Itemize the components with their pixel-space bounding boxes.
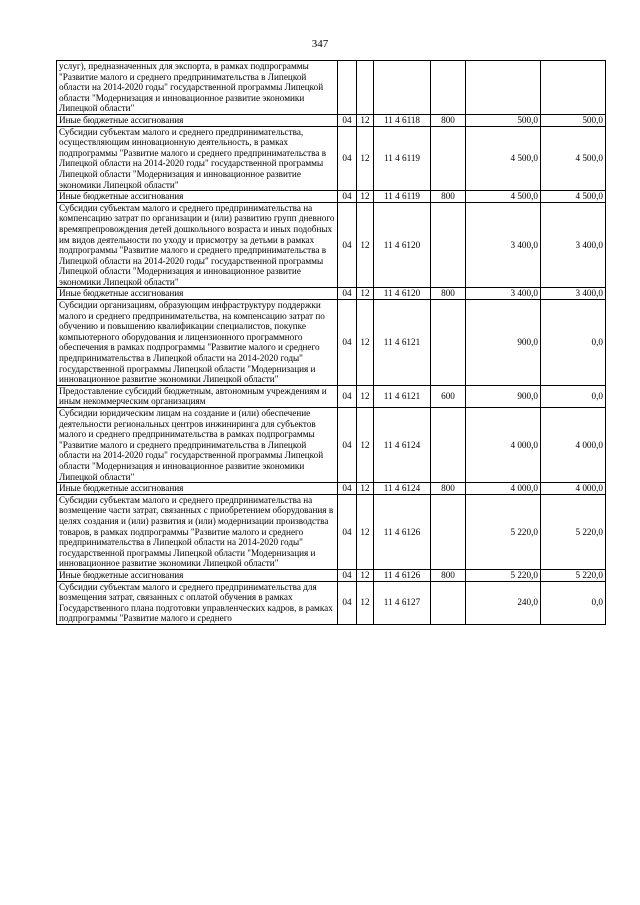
table-row	[57, 300, 606, 386]
subsection-code-cell: 12	[357, 569, 374, 581]
table-row	[57, 202, 606, 288]
table-row	[57, 288, 606, 300]
amount-year2-cell: 3 400,0	[541, 202, 606, 288]
amount-year1-cell: 900,0	[466, 385, 541, 407]
target-article-cell: 11 4 6121	[374, 385, 431, 407]
section-code-cell: 04	[338, 126, 357, 191]
amount-year2-cell	[541, 61, 606, 115]
table-row	[57, 114, 606, 126]
amount-year2-cell: 500,0	[541, 114, 606, 126]
section-code-cell: 04	[338, 300, 357, 386]
target-article-cell: 11 4 6124	[374, 408, 431, 483]
amount-year2-cell: 4 500,0	[541, 126, 606, 191]
expense-type-cell: 800	[431, 288, 466, 300]
table-row	[57, 581, 606, 624]
item-name-cell: Иные бюджетные ассигнования	[57, 191, 338, 203]
expense-type-cell: 800	[431, 569, 466, 581]
item-name-cell: Субсидии субъектам малого и среднего предпринимательства на возмещение части затрат, связанных с приобретением оборудования в целях создания и (или) развития и (или) модернизации производства товаров, в рамках подпрограммы "Развитие малого и среднего предпринимательства в Липецкой области на 2014-2020 годы" государственной программы Липецкой области "Модернизация и инновационное развитие экономики Липецкой области"	[57, 494, 338, 569]
section-code-cell: 04	[338, 408, 357, 483]
target-article-cell: 11 4 6119	[374, 191, 431, 203]
section-code-cell: 04	[338, 114, 357, 126]
expense-type-cell	[431, 202, 466, 288]
section-code-cell	[338, 61, 357, 115]
item-name-cell: Предоставление субсидий бюджетным, автономным учреждениям и иным некоммерческим организациям	[57, 385, 338, 407]
amount-year2-cell: 4 000,0	[541, 408, 606, 483]
item-name-cell: Субсидии субъектам малого и среднего предпринимательства на компенсацию затрат по организации и (или) развитию групп дневного времяпрепровождения детей дошкольного возраста и иных подобных им видов деятельности по уходу и присмотру за детьми в рамках подпрограммы "Развитие малого и среднего предпринимательства в Липецкой области на 2014-2020 годы" государственной программы Липецкой области "Модернизация и инновационное развитие экономики Липецкой области"	[57, 202, 338, 288]
expense-type-cell	[431, 408, 466, 483]
subsection-code-cell: 12	[357, 300, 374, 386]
item-name-cell: Иные бюджетные ассигнования	[57, 569, 338, 581]
expense-type-cell	[431, 61, 466, 115]
amount-year2-cell: 0,0	[541, 581, 606, 624]
item-name-cell: услуг), предназначенных для экспорта, в рамках подпрограммы "Развитие малого и среднего предпринимательства в Липецкой области на 2014-2020 годы" государственной программы Липецкой области "Модернизация и инновационное развитие экономики Липецкой области"	[57, 61, 338, 115]
subsection-code-cell: 12	[357, 126, 374, 191]
target-article-cell: 11 4 6121	[374, 300, 431, 386]
amount-year1-cell: 3 400,0	[466, 202, 541, 288]
amount-year2-cell: 4 000,0	[541, 483, 606, 495]
table-row	[57, 494, 606, 569]
amount-year1-cell: 4 000,0	[466, 483, 541, 495]
item-name-cell: Субсидии юридическим лицам на создание и (или) обеспечение деятельности региональных центров инжиниринга для субъектов малого и среднего предпринимательства в рамках подпрограммы "Развитие малого и среднего предпринимательства в Липецкой области на 2014-2020 годы" государственной программы Липецкой области "Модернизация и инновационное развитие экономики Липецкой области"	[57, 408, 338, 483]
amount-year2-cell: 4 500,0	[541, 191, 606, 203]
budget-table-body	[57, 61, 606, 625]
subsection-code-cell: 12	[357, 483, 374, 495]
amount-year1-cell: 900,0	[466, 300, 541, 386]
amount-year1-cell: 240,0	[466, 581, 541, 624]
target-article-cell: 11 4 6124	[374, 483, 431, 495]
page-number: 347	[311, 38, 329, 50]
expense-type-cell	[431, 494, 466, 569]
subsection-code-cell: 12	[357, 581, 374, 624]
table-row	[57, 408, 606, 483]
expense-type-cell	[431, 581, 466, 624]
table-row	[57, 126, 606, 191]
amount-year2-cell: 3 400,0	[541, 288, 606, 300]
item-name-cell: Субсидии организациям, образующим инфраструктуру поддержки малого и среднего предпринимательства, на компенсацию затрат по обучению и повышению квалификации специалистов, покупке компьютерного оборудования и лицензионного программного обеспечения в рамках подпрограммы "Развитие малого и среднего предпринимательства в Липецкой области на 2014-2020 годы" государственной программы Липецкой области "Модернизация и инновационное развитие экономики Липецкой области"	[57, 300, 338, 386]
amount-year1-cell: 5 220,0	[466, 494, 541, 569]
amount-year2-cell: 0,0	[541, 300, 606, 386]
amount-year1-cell: 500,0	[466, 114, 541, 126]
subsection-code-cell: 12	[357, 385, 374, 407]
amount-year1-cell: 5 220,0	[466, 569, 541, 581]
subsection-code-cell	[357, 61, 374, 115]
item-name-cell: Субсидии субъектам малого и среднего предпринимательства для возмещения затрат, связанных с оплатой обучения в рамках Государственного плана подготовки управленческих кадров, в рамках подпрограммы "Развитие малого и среднего	[57, 581, 338, 624]
amount-year1-cell: 4 000,0	[466, 408, 541, 483]
table-row	[57, 483, 606, 495]
table-row	[57, 569, 606, 581]
expense-type-cell: 800	[431, 483, 466, 495]
item-name-cell: Иные бюджетные ассигнования	[57, 288, 338, 300]
target-article-cell: 11 4 6120	[374, 202, 431, 288]
section-code-cell: 04	[338, 483, 357, 495]
target-article-cell: 11 4 6126	[374, 569, 431, 581]
budget-table	[56, 60, 606, 625]
target-article-cell: 11 4 6126	[374, 494, 431, 569]
target-article-cell: 11 4 6120	[374, 288, 431, 300]
table-row	[57, 385, 606, 407]
section-code-cell: 04	[338, 191, 357, 203]
subsection-code-cell: 12	[357, 494, 374, 569]
section-code-cell: 04	[338, 581, 357, 624]
target-article-cell: 11 4 6127	[374, 581, 431, 624]
target-article-cell: 11 4 6119	[374, 126, 431, 191]
expense-type-cell: 800	[431, 114, 466, 126]
table-row	[57, 61, 606, 115]
amount-year2-cell: 0,0	[541, 385, 606, 407]
subsection-code-cell: 12	[357, 114, 374, 126]
table-row	[57, 191, 606, 203]
amount-year1-cell: 3 400,0	[466, 288, 541, 300]
section-code-cell: 04	[338, 569, 357, 581]
subsection-code-cell: 12	[357, 191, 374, 203]
item-name-cell: Субсидии субъектам малого и среднего предпринимательства, осуществляющим инновационную деятельность, в рамках подпрограммы "Развитие малого и среднего предпринимательства в Липецкой области на 2014-2020 годы" государственной программы Липецкой области "Модернизация и инновационное развитие экономики Липецкой области"	[57, 126, 338, 191]
amount-year1-cell: 4 500,0	[466, 191, 541, 203]
amount-year1-cell	[466, 61, 541, 115]
subsection-code-cell: 12	[357, 408, 374, 483]
target-article-cell	[374, 61, 431, 115]
expense-type-cell: 800	[431, 191, 466, 203]
amount-year2-cell: 5 220,0	[541, 569, 606, 581]
amount-year2-cell: 5 220,0	[541, 494, 606, 569]
subsection-code-cell: 12	[357, 288, 374, 300]
item-name-cell: Иные бюджетные ассигнования	[57, 483, 338, 495]
expense-type-cell	[431, 126, 466, 191]
section-code-cell: 04	[338, 288, 357, 300]
subsection-code-cell: 12	[357, 202, 374, 288]
item-name-cell: Иные бюджетные ассигнования	[57, 114, 338, 126]
amount-year1-cell: 4 500,0	[466, 126, 541, 191]
section-code-cell: 04	[338, 385, 357, 407]
target-article-cell: 11 4 6118	[374, 114, 431, 126]
expense-type-cell	[431, 300, 466, 386]
expense-type-cell: 600	[431, 385, 466, 407]
section-code-cell: 04	[338, 494, 357, 569]
section-code-cell: 04	[338, 202, 357, 288]
